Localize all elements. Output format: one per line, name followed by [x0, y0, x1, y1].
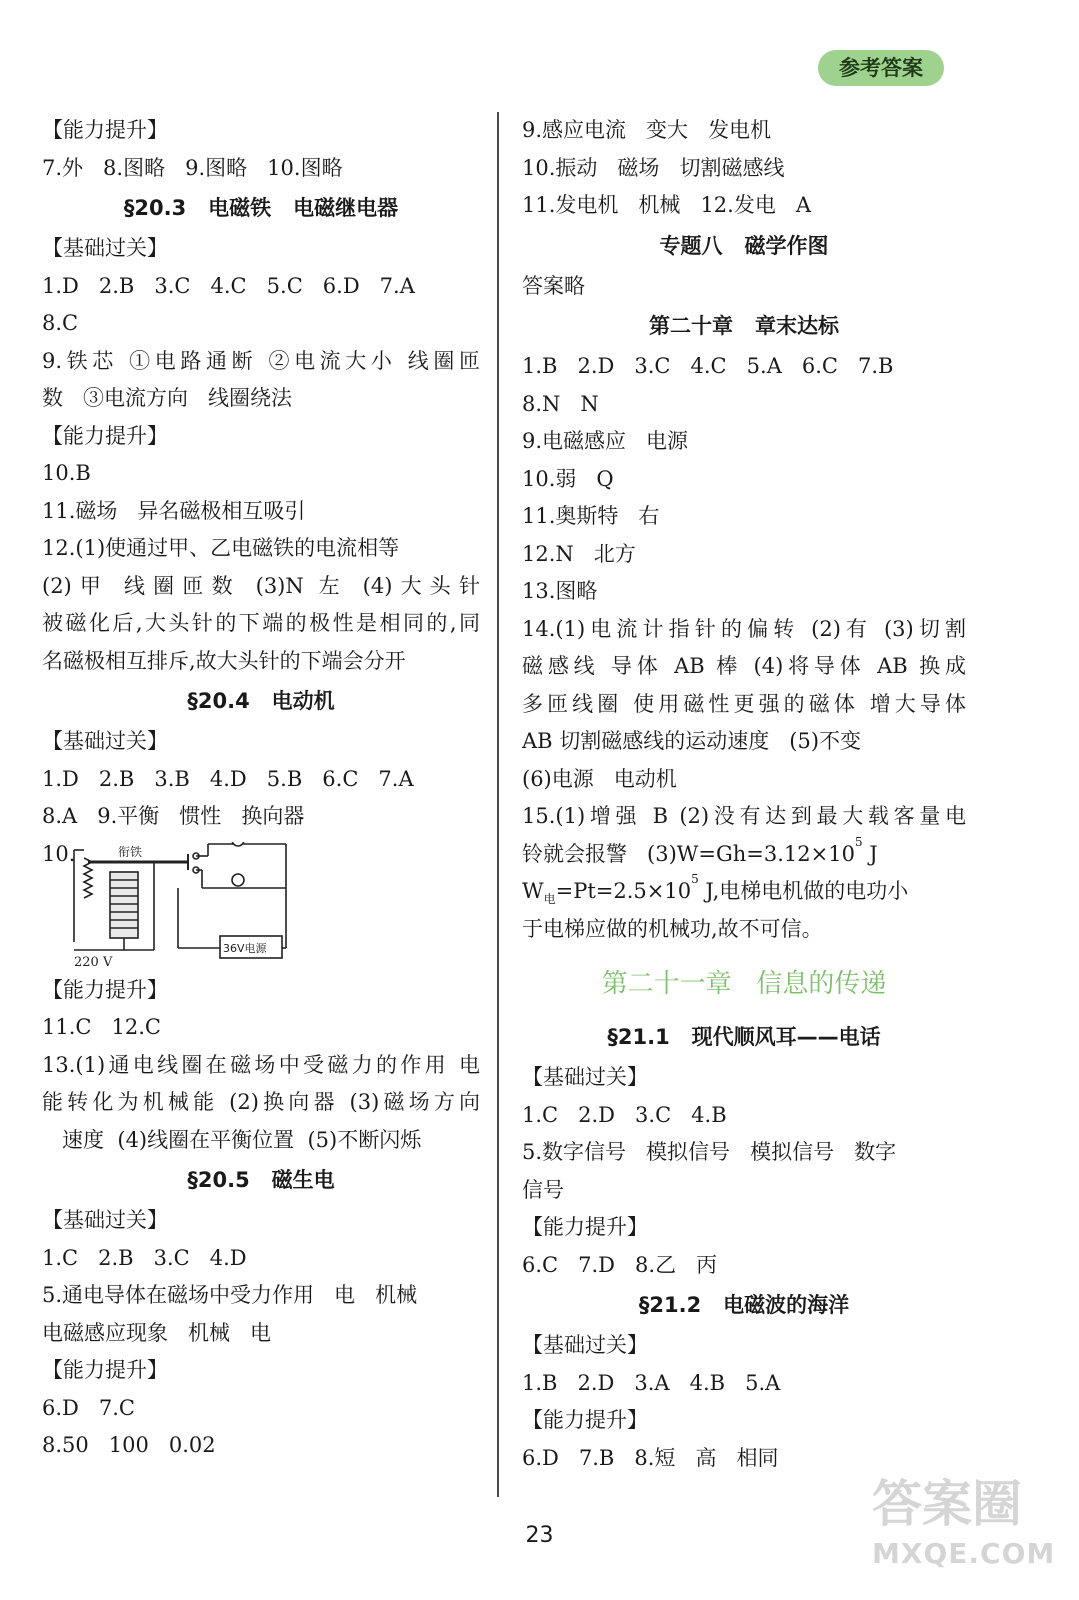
answer-line: 10.弱 Q [522, 466, 614, 491]
watermark-logo-text: 答案圈 [872, 1475, 1022, 1533]
answer-line: 13.(1)通电线圈在磁场中受磁力的作用 电 [42, 1052, 480, 1077]
answer-line: 被磁化后,大头针的下端的极性是相同的,同 [42, 611, 480, 635]
section-heading: §21.2 电磁波的海洋 [638, 1293, 850, 1317]
section-heading: §20.4 电动机 [187, 689, 335, 713]
answer-line: 8.50 100 0.02 [42, 1433, 216, 1457]
answer-line: 1.B 2.D 3.C 4.C 5.A 6.C 7.B [522, 354, 894, 378]
answer-line: AB 切割磁感线的运动速度 (5)不变 [522, 729, 862, 753]
answer-line: 10.振动 磁场 切割磁感线 [522, 155, 785, 180]
section-label: 【基础过关】 [42, 1208, 168, 1232]
answer-line: 8.C [42, 311, 79, 335]
answer-line: 9.电磁感应 电源 [522, 429, 689, 453]
exponent: 5 [854, 835, 863, 849]
answer-line: 15.(1)增强 B (2)没有达到最大载客量电 [522, 804, 966, 828]
section-heading: 第二十章 章末达标 [649, 314, 839, 338]
section-label: 【能力提升】 [522, 1408, 648, 1432]
answer-line [522, 836, 966, 874]
section-label: 【基础过关】 [42, 729, 168, 753]
formula-unit: J [862, 841, 878, 866]
answer-line: 速度 (4)线圈在平衡位置 (5)不断闪烁 [42, 1127, 422, 1152]
section-label: 【基础过关】 [522, 1065, 648, 1089]
answer-line: 8.A 9.平衡 惯性 换向器 [42, 804, 305, 828]
answer-line: 1.D 2.B 3.B 4.D 5.B 6.C 7.A [42, 766, 414, 791]
answer-line: 1.B 2.D 3.A 4.B 5.A [522, 1370, 781, 1395]
section-label: 【基础过关】 [522, 1333, 648, 1357]
answer-line: 数 ③电流方向 线圈绕法 [42, 386, 293, 410]
answer-line: 电磁感应现象 机械 电 [42, 1320, 272, 1345]
section-label: 【能力提升】 [42, 977, 168, 1002]
answer-line: 7.外 8.图略 9.图略 10.图略 [42, 155, 343, 180]
formula-text: 铃就会报警 (3)W=Gh=3.12×10 [522, 841, 855, 866]
question-number: 10. [42, 841, 76, 866]
answer-line: 8.N N [522, 391, 599, 416]
voltage-220-label: 220 V [74, 954, 113, 970]
answer-line: 1.C 2.B 3.C 4.D [42, 1245, 247, 1270]
answer-line: 6.D 7.B 8.短 高 相同 [522, 1445, 779, 1470]
armature-label: 衔铁 [118, 844, 143, 859]
answer-line: 信号 [522, 1177, 564, 1202]
answer-line: 多匝线圈 使用磁性更强的磁体 增大导体 [522, 691, 966, 716]
page-number: 23 [525, 1523, 554, 1548]
left-column [42, 112, 480, 1465]
watermark-url: MXQE.COM [872, 1537, 1056, 1570]
answer-line: 1.C 2.D 3.C 4.B [522, 1102, 727, 1127]
section-label: 【能力提升】 [42, 118, 168, 142]
answer-line: 1.D 2.B 3.C 4.C 5.C 6.D 7.A [42, 273, 415, 298]
answer-line: 5.数字信号 模拟信号 模拟信号 数字 [522, 1140, 897, 1164]
answer-line: 5.通电导体在磁场中受力作用 电 机械 [42, 1283, 418, 1307]
relay-circuit-diagram [42, 836, 480, 972]
circuit-svg [70, 842, 300, 970]
exponent: 5 [691, 873, 699, 886]
section-heading: 专题八 磁学作图 [659, 233, 829, 258]
answer-line: 能转化为机械能 (2)换向器 (3)磁场方向 [42, 1090, 480, 1114]
section-label: 【能力提升】 [42, 423, 168, 448]
formula-symbol: W [522, 879, 544, 903]
answer-line: 6.D 7.C [42, 1395, 136, 1420]
section-heading: §20.3 电磁铁 电磁继电器 [123, 196, 399, 220]
section-label: 【基础过关】 [42, 236, 168, 260]
answer-line: 9.铁芯 ①电路通断 ②电流大小 线圈匝 [42, 348, 480, 373]
section-heading: §20.5 磁生电 [187, 1168, 335, 1192]
answer-line: 14.(1)电流计指针的偏转 (2)有 (3)切割 [522, 616, 966, 641]
answer-line: 12.N 北方 [522, 541, 636, 566]
voltage-36-label: 36V电源 [223, 941, 267, 955]
formula-text: J,电梯电机做的电功小 [698, 879, 909, 903]
answer-line [522, 873, 966, 911]
chapter-title: 第二十一章 信息的传递 [601, 969, 887, 999]
reference-answer-tag: 参考答案 [818, 50, 944, 86]
answer-line: 9.感应电流 变大 发电机 [522, 118, 772, 142]
answer-line: 答案略 [522, 273, 585, 298]
answer-line: 名磁极相互排斥,故大头针的下端会分开 [42, 648, 406, 673]
section-heading: §21.1 现代顺风耳——电话 [607, 1025, 881, 1049]
answer-line: (6)电源 电动机 [522, 766, 677, 791]
answer-line: 11.奥斯特 右 [522, 504, 660, 528]
answer-line: 13.图略 [522, 579, 598, 603]
answer-line: 11.磁场 异名磁极相互吸引 [42, 498, 306, 523]
column-divider [497, 112, 499, 1497]
answer-line: 6.C 7.D 8.乙 丙 [522, 1252, 718, 1277]
answer-line: 11.C 12.C [42, 1015, 161, 1039]
watermark [872, 1474, 1072, 1594]
answer-line: 12.(1)使通过甲、乙电磁铁的电流相等 [42, 536, 400, 560]
answer-line: 于电梯应做的机械功,故不可信。 [522, 916, 823, 941]
answer-line: 11.发电机 机械 12.发电 A [522, 193, 812, 217]
answer-line: 磁感线 导体 AB 棒 (4)将导体 AB 换成 [522, 654, 966, 678]
answer-line: 10.B [42, 461, 91, 485]
section-label: 【能力提升】 [522, 1215, 648, 1239]
right-column [522, 112, 966, 1477]
answer-line: (2)甲 线圈匝数 (3)N 左 (4)大头针 [42, 573, 480, 598]
formula-text: =Pt=2.5×10 [555, 879, 692, 903]
section-label: 【能力提升】 [42, 1358, 168, 1382]
subscript: 电 [543, 892, 556, 907]
